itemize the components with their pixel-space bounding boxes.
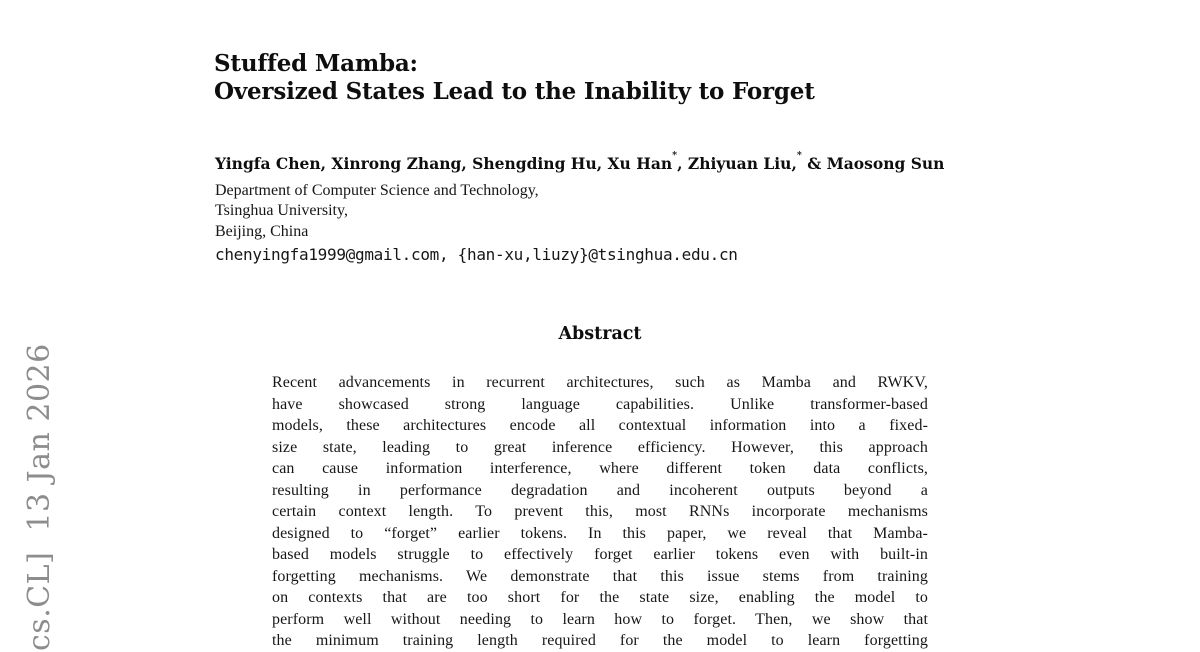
abstract-line: perform well without needing to learn how to forget. Then, we show that (272, 610, 928, 628)
abstract-line: Recent advancements in recurrent architectures, such as Mamba and RWKV, (272, 374, 928, 391)
abstract-line: the minimum training length required for the model to learn forgetting (272, 632, 928, 649)
abstract-line: forgetting mechanisms. We demonstrate that this issue stems from training (272, 567, 928, 585)
abstract-heading: Abstract (558, 324, 642, 344)
affiliation-location: Beijing, China (215, 222, 309, 240)
paper-title-line1: Stuffed Mamba: (214, 50, 418, 77)
authors-line (215, 149, 945, 174)
author-block (215, 149, 945, 265)
abstract-line: on contexts that are too short for the state size, enabling the model to (272, 589, 928, 606)
abstract-text (272, 372, 928, 652)
authors-names-3: & Maosong Sun (801, 154, 945, 173)
authors-names-2: , Zhiyuan Liu, (677, 154, 797, 173)
abstract-line: models, these architectures encode all contextual information into a fixed- (272, 417, 928, 434)
footnote-asterisk-1: * (672, 149, 678, 161)
authors-names-1: Yingfa Chen, Xinrong Zhang, Shengding Hu, Xu Han (215, 154, 673, 173)
paper-title (214, 50, 815, 106)
paper-title-line2: Oversized States Lead to the Inability to Forget (214, 78, 815, 105)
author-emails: chenyingfa1999@gmail.com, {han-xu,liuzy}@tsinghua.edu.cn (215, 244, 738, 264)
abstract-line: based models struggle to effectively forget earlier tokens even with built-in (272, 546, 928, 563)
affiliation-department: Department of Computer Science and Technology, (215, 182, 539, 199)
abstract-line: resulting in performance degradation and incoherent outputs beyond a (272, 481, 928, 499)
footnote-asterisk-2: * (796, 149, 802, 161)
abstract-line: size state, leading to great inference efficiency. However, this approach (272, 438, 928, 456)
abstract-line: designed to “forget” earlier tokens. In this paper, we reveal that Mamba- (272, 524, 928, 542)
arxiv-watermark: cs.CL] 13 Jan 2026 (22, 343, 57, 651)
abstract-line: have showcased strong language capabilities. Unlike transformer-based (272, 395, 928, 413)
abstract-line: certain context length. To prevent this, most RNNs incorporate mechanisms (272, 503, 928, 520)
abstract-line: can cause information interference, where different token data conflicts, (272, 460, 928, 477)
affiliation-university: Tsinghua University, (215, 202, 348, 220)
